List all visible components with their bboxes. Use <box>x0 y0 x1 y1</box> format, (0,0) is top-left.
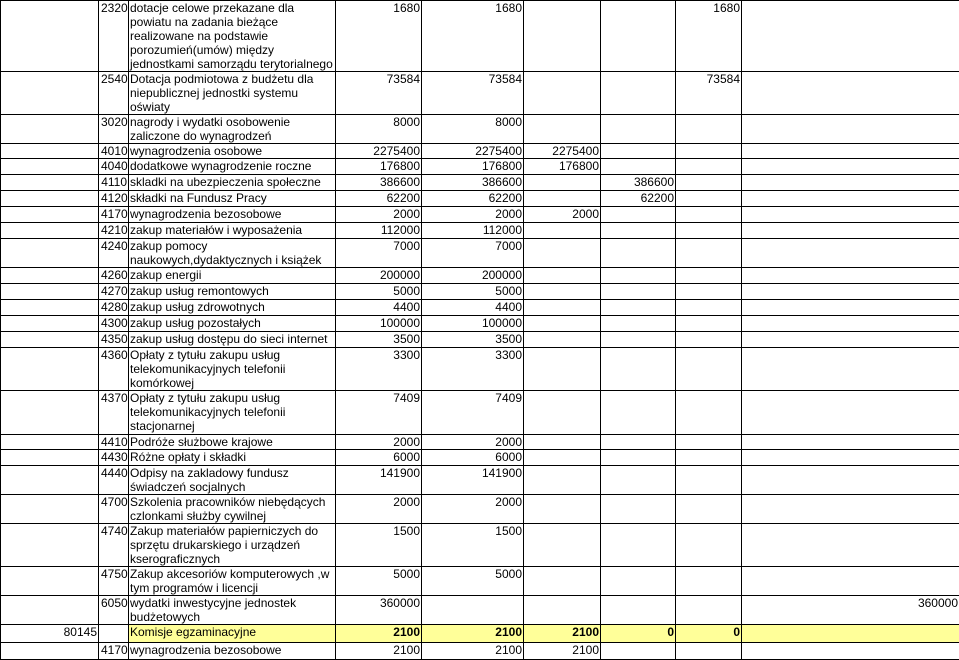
amount-cell-5 <box>676 284 742 300</box>
paragraph-code-cell: 4360 <box>99 348 129 391</box>
dzial-cell <box>1 223 99 239</box>
dzial-cell <box>1 466 99 495</box>
dzial-cell <box>1 115 99 144</box>
table-row <box>1 284 959 300</box>
amount-cell-3 <box>524 72 601 115</box>
description-cell: wynagrodzenia bezosobowe <box>129 207 336 223</box>
amount-cell-3 <box>524 115 601 144</box>
amount-cell-3 <box>524 450 601 466</box>
table-row <box>1 450 959 466</box>
table-row <box>1 191 959 207</box>
amount-cell-4 <box>601 316 676 332</box>
amount-cell-3 <box>524 300 601 316</box>
amount-cell-4 <box>601 524 676 567</box>
amount-cell-3 <box>524 332 601 348</box>
amount-cell-2: 112000 <box>422 223 524 239</box>
paragraph-code-cell: 4110 <box>99 175 129 191</box>
amount-cell-6 <box>742 144 959 159</box>
amount-cell-5 <box>676 596 742 625</box>
table-row <box>1 268 959 284</box>
amount-cell-4 <box>601 1 676 72</box>
amount-cell-1: 3300 <box>336 348 422 391</box>
amount-cell-2: 386600 <box>422 175 524 191</box>
amount-cell-4 <box>601 300 676 316</box>
dzial-cell <box>1 239 99 268</box>
amount-cell-2: 73584 <box>422 72 524 115</box>
dzial-cell <box>1 284 99 300</box>
amount-cell-2: 8000 <box>422 115 524 144</box>
dzial-cell <box>1 207 99 223</box>
table-row <box>1 466 959 495</box>
description-cell: wydatki inwestycyjne jednostek budżetowych <box>129 596 336 625</box>
amount-cell-4 <box>601 115 676 144</box>
amount-cell-3 <box>524 1 601 72</box>
table-row <box>1 144 959 159</box>
amount-cell-2: 1680 <box>422 1 524 72</box>
amount-cell-1: 176800 <box>336 159 422 175</box>
table-row <box>1 72 959 115</box>
amount-cell-3 <box>524 391 601 435</box>
amount-cell-3 <box>524 348 601 391</box>
description-cell: zakup usług zdrowotnych <box>129 300 336 316</box>
paragraph-code-cell: 4350 <box>99 332 129 348</box>
table-row <box>1 159 959 175</box>
amount-cell-4: 0 <box>601 625 676 643</box>
paragraph-code-cell: 4750 <box>99 567 129 596</box>
amount-cell-6 <box>742 625 959 643</box>
table-row <box>1 625 959 643</box>
dzial-cell <box>1 450 99 466</box>
dzial-cell <box>1 144 99 159</box>
amount-cell-5 <box>676 332 742 348</box>
description-cell: zakup usług remontowych <box>129 284 336 300</box>
dzial-cell <box>1 191 99 207</box>
paragraph-code-cell: 4280 <box>99 300 129 316</box>
amount-cell-6 <box>742 348 959 391</box>
amount-cell-1: 2275400 <box>336 144 422 159</box>
amount-cell-6 <box>742 450 959 466</box>
description-cell: Odpisy na zakladowy fundusz świadczeń socjalnych <box>129 466 336 495</box>
amount-cell-2: 7409 <box>422 391 524 435</box>
amount-cell-1: 2000 <box>336 435 422 450</box>
description-cell: zakup energii <box>129 268 336 284</box>
amount-cell-4 <box>601 72 676 115</box>
description-cell: wynagrodzenia osobowe <box>129 144 336 159</box>
amount-cell-4 <box>601 207 676 223</box>
paragraph-code-cell: 4740 <box>99 524 129 567</box>
amount-cell-4 <box>601 284 676 300</box>
amount-cell-5 <box>676 435 742 450</box>
dzial-cell <box>1 596 99 625</box>
amount-cell-1: 360000 <box>336 596 422 625</box>
table-row <box>1 175 959 191</box>
description-cell: składki na Fundusz Pracy <box>129 191 336 207</box>
paragraph-code-cell: 2540 <box>99 72 129 115</box>
description-cell: dodatkowe wynagrodzenie roczne <box>129 159 336 175</box>
amount-cell-6 <box>742 466 959 495</box>
description-cell: zakup usług pozostałych <box>129 316 336 332</box>
amount-cell-6 <box>742 159 959 175</box>
description-cell: wynagrodzenia bezosobowe <box>129 643 336 660</box>
amount-cell-2: 2100 <box>422 625 524 643</box>
amount-cell-3 <box>524 239 601 268</box>
amount-cell-3 <box>524 268 601 284</box>
amount-cell-2: 100000 <box>422 316 524 332</box>
amount-cell-6 <box>742 643 959 660</box>
amount-cell-5 <box>676 191 742 207</box>
amount-cell-2: 62200 <box>422 191 524 207</box>
amount-cell-4 <box>601 435 676 450</box>
amount-cell-6 <box>742 316 959 332</box>
amount-cell-3 <box>524 175 601 191</box>
amount-cell-4 <box>601 159 676 175</box>
amount-cell-1: 1680 <box>336 1 422 72</box>
dzial-cell <box>1 1 99 72</box>
amount-cell-1: 73584 <box>336 72 422 115</box>
amount-cell-4 <box>601 643 676 660</box>
amount-cell-5 <box>676 159 742 175</box>
amount-cell-2: 6000 <box>422 450 524 466</box>
amount-cell-5 <box>676 524 742 567</box>
description-cell: Szkolenia pracowników niebędących czlonkami służby cywilnej <box>129 495 336 524</box>
table-row <box>1 115 959 144</box>
description-cell: Zakup materiałów papierniczych do sprzętu drukarskiego i urządzeń kserograficznych <box>129 524 336 567</box>
paragraph-code-cell: 4410 <box>99 435 129 450</box>
amount-cell-5 <box>676 239 742 268</box>
amount-cell-1: 100000 <box>336 316 422 332</box>
amount-cell-4 <box>601 466 676 495</box>
dzial-cell <box>1 175 99 191</box>
amount-cell-3 <box>524 316 601 332</box>
dzial-cell <box>1 159 99 175</box>
amount-cell-6 <box>742 524 959 567</box>
amount-cell-1: 8000 <box>336 115 422 144</box>
amount-cell-3: 2275400 <box>524 144 601 159</box>
amount-cell-2: 2000 <box>422 435 524 450</box>
amount-cell-2: 2275400 <box>422 144 524 159</box>
amount-cell-3 <box>524 191 601 207</box>
amount-cell-3: 2100 <box>524 643 601 660</box>
description-cell: nagrody i wydatki osobowenie zaliczone do wynagrodzeń <box>129 115 336 144</box>
dzial-cell: 80145 <box>1 625 99 643</box>
amount-cell-5 <box>676 223 742 239</box>
amount-cell-4 <box>601 239 676 268</box>
description-cell: zakup pomocy naukowych,dydaktycznych i książek <box>129 239 336 268</box>
paragraph-code-cell: 4270 <box>99 284 129 300</box>
dzial-cell <box>1 495 99 524</box>
amount-cell-6 <box>742 332 959 348</box>
amount-cell-5 <box>676 391 742 435</box>
amount-cell-1: 200000 <box>336 268 422 284</box>
description-cell: zakup materiałów i wyposażenia <box>129 223 336 239</box>
amount-cell-6 <box>742 268 959 284</box>
amount-cell-1: 5000 <box>336 284 422 300</box>
amount-cell-3 <box>524 284 601 300</box>
amount-cell-2: 7000 <box>422 239 524 268</box>
amount-cell-5: 0 <box>676 625 742 643</box>
amount-cell-4 <box>601 332 676 348</box>
table-row <box>1 435 959 450</box>
amount-cell-4 <box>601 144 676 159</box>
paragraph-code-cell: 4170 <box>99 207 129 223</box>
amount-cell-2: 3500 <box>422 332 524 348</box>
table-row <box>1 643 959 660</box>
amount-cell-1: 112000 <box>336 223 422 239</box>
paragraph-code-cell: 4040 <box>99 159 129 175</box>
amount-cell-6 <box>742 391 959 435</box>
paragraph-code-cell: 3020 <box>99 115 129 144</box>
table-row <box>1 1 959 72</box>
amount-cell-2: 4400 <box>422 300 524 316</box>
amount-cell-5 <box>676 115 742 144</box>
paragraph-code-cell: 4370 <box>99 391 129 435</box>
amount-cell-6 <box>742 239 959 268</box>
table-row <box>1 207 959 223</box>
dzial-cell <box>1 524 99 567</box>
amount-cell-1: 2100 <box>336 643 422 660</box>
table-row <box>1 524 959 567</box>
dzial-cell <box>1 567 99 596</box>
amount-cell-1: 2000 <box>336 495 422 524</box>
amount-cell-3 <box>524 223 601 239</box>
paragraph-code-cell: 4300 <box>99 316 129 332</box>
amount-cell-3: 2000 <box>524 207 601 223</box>
budget-table-body <box>1 1 959 660</box>
amount-cell-4 <box>601 391 676 435</box>
paragraph-code-cell: 4440 <box>99 466 129 495</box>
amount-cell-6 <box>742 435 959 450</box>
paragraph-code-cell: 4210 <box>99 223 129 239</box>
amount-cell-6 <box>742 284 959 300</box>
dzial-cell <box>1 72 99 115</box>
table-row <box>1 332 959 348</box>
amount-cell-1: 7409 <box>336 391 422 435</box>
amount-cell-5 <box>676 495 742 524</box>
amount-cell-1: 7000 <box>336 239 422 268</box>
amount-cell-5 <box>676 144 742 159</box>
amount-cell-4 <box>601 268 676 284</box>
amount-cell-2: 2000 <box>422 207 524 223</box>
amount-cell-6 <box>742 567 959 596</box>
description-cell: Opłaty z tytułu zakupu usług telekomunikacyjnych telefonii komórkowej <box>129 348 336 391</box>
amount-cell-2: 200000 <box>422 268 524 284</box>
amount-cell-5 <box>676 207 742 223</box>
amount-cell-4 <box>601 495 676 524</box>
dzial-cell <box>1 643 99 660</box>
amount-cell-2: 5000 <box>422 284 524 300</box>
amount-cell-4: 62200 <box>601 191 676 207</box>
amount-cell-2: 3300 <box>422 348 524 391</box>
amount-cell-6: 360000 <box>742 596 959 625</box>
amount-cell-1: 2000 <box>336 207 422 223</box>
amount-cell-4 <box>601 596 676 625</box>
amount-cell-1: 4400 <box>336 300 422 316</box>
amount-cell-4 <box>601 348 676 391</box>
amount-cell-2 <box>422 596 524 625</box>
amount-cell-3: 2100 <box>524 625 601 643</box>
table-row <box>1 391 959 435</box>
amount-cell-3 <box>524 495 601 524</box>
amount-cell-1: 2100 <box>336 625 422 643</box>
paragraph-code-cell: 6050 <box>99 596 129 625</box>
description-cell: zakup usług dostępu do sieci internet <box>129 332 336 348</box>
description-cell: skladki na ubezpieczenia społeczne <box>129 175 336 191</box>
description-cell: dotacje celowe przekazane dla powiatu na zadania bieżące realizowane na podstawie porozumień(umów) między jednostkami samorządu terytorialnego <box>129 1 336 72</box>
amount-cell-1: 386600 <box>336 175 422 191</box>
table-row <box>1 596 959 625</box>
amount-cell-1: 6000 <box>336 450 422 466</box>
description-cell: Podróże służbowe krajowe <box>129 435 336 450</box>
amount-cell-4 <box>601 567 676 596</box>
amount-cell-5: 1680 <box>676 1 742 72</box>
amount-cell-5 <box>676 450 742 466</box>
description-cell: Zakup akcesoriów komputerowych ,w tym programów i licencji <box>129 567 336 596</box>
amount-cell-5 <box>676 643 742 660</box>
amount-cell-3 <box>524 567 601 596</box>
amount-cell-3 <box>524 466 601 495</box>
table-row <box>1 348 959 391</box>
amount-cell-4 <box>601 223 676 239</box>
amount-cell-6 <box>742 72 959 115</box>
amount-cell-6 <box>742 115 959 144</box>
amount-cell-1: 5000 <box>336 567 422 596</box>
description-cell: Komisje egzaminacyjne <box>129 625 336 643</box>
amount-cell-1: 62200 <box>336 191 422 207</box>
description-cell: Dotacja podmiotowa z budżetu dla niepublicznej jednostki systemu oświaty <box>129 72 336 115</box>
description-cell: Różne opłaty i składki <box>129 450 336 466</box>
dzial-cell <box>1 332 99 348</box>
amount-cell-5 <box>676 175 742 191</box>
amount-cell-5 <box>676 348 742 391</box>
amount-cell-2: 5000 <box>422 567 524 596</box>
dzial-cell <box>1 435 99 450</box>
amount-cell-2: 2000 <box>422 495 524 524</box>
dzial-cell <box>1 300 99 316</box>
amount-cell-6 <box>742 1 959 72</box>
dzial-cell <box>1 391 99 435</box>
paragraph-code-cell: 4120 <box>99 191 129 207</box>
paragraph-code-cell: 4010 <box>99 144 129 159</box>
table-row <box>1 239 959 268</box>
amount-cell-3 <box>524 524 601 567</box>
dzial-cell <box>1 268 99 284</box>
paragraph-code-cell: 2320 <box>99 1 129 72</box>
amount-cell-5 <box>676 300 742 316</box>
amount-cell-2: 2100 <box>422 643 524 660</box>
amount-cell-3 <box>524 435 601 450</box>
paragraph-code-cell: 4240 <box>99 239 129 268</box>
amount-cell-6 <box>742 300 959 316</box>
amount-cell-3: 176800 <box>524 159 601 175</box>
paragraph-code-cell <box>99 625 129 643</box>
amount-cell-6 <box>742 495 959 524</box>
amount-cell-2: 141900 <box>422 466 524 495</box>
table-row <box>1 316 959 332</box>
paragraph-code-cell: 4170 <box>99 643 129 660</box>
amount-cell-2: 1500 <box>422 524 524 567</box>
paragraph-code-cell: 4430 <box>99 450 129 466</box>
amount-cell-6 <box>742 191 959 207</box>
amount-cell-1: 1500 <box>336 524 422 567</box>
amount-cell-1: 3500 <box>336 332 422 348</box>
dzial-cell <box>1 348 99 391</box>
amount-cell-1: 141900 <box>336 466 422 495</box>
amount-cell-6 <box>742 223 959 239</box>
amount-cell-3 <box>524 596 601 625</box>
amount-cell-6 <box>742 175 959 191</box>
amount-cell-5 <box>676 268 742 284</box>
paragraph-code-cell: 4700 <box>99 495 129 524</box>
paragraph-code-cell: 4260 <box>99 268 129 284</box>
amount-cell-6 <box>742 207 959 223</box>
amount-cell-5 <box>676 567 742 596</box>
table-row <box>1 223 959 239</box>
table-row <box>1 567 959 596</box>
dzial-cell <box>1 316 99 332</box>
table-row <box>1 300 959 316</box>
amount-cell-5: 73584 <box>676 72 742 115</box>
amount-cell-4: 386600 <box>601 175 676 191</box>
table-row <box>1 495 959 524</box>
amount-cell-2: 176800 <box>422 159 524 175</box>
amount-cell-5 <box>676 466 742 495</box>
amount-cell-5 <box>676 316 742 332</box>
description-cell: Opłaty z tytułu zakupu usług telekomunikacyjnych telefonii stacjonarnej <box>129 391 336 435</box>
amount-cell-4 <box>601 450 676 466</box>
